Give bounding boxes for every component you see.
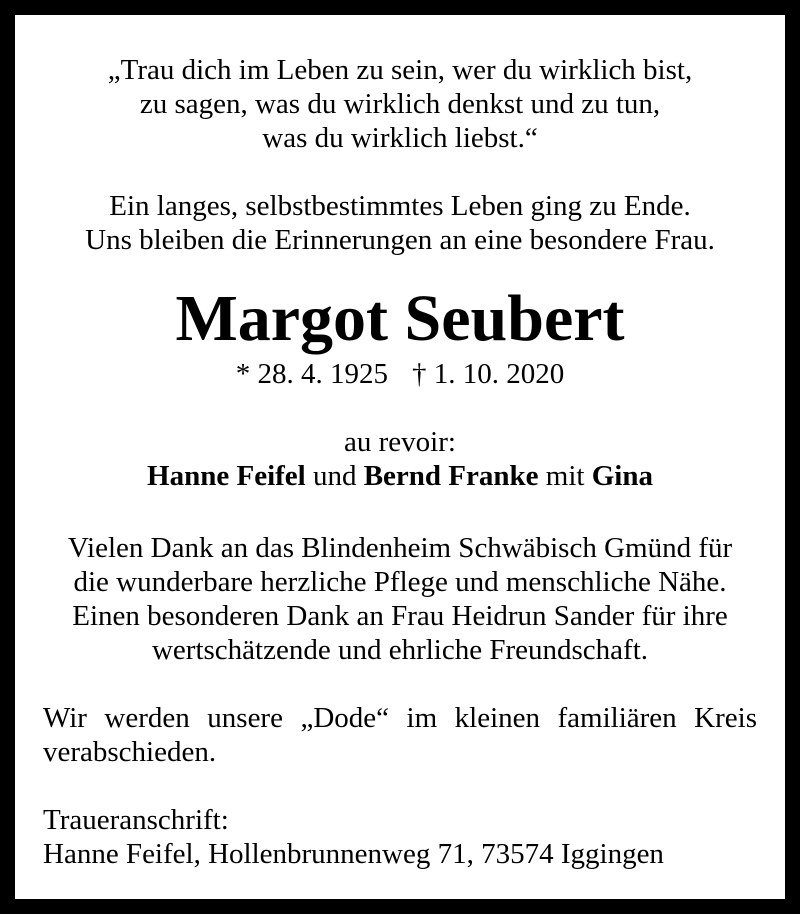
ceremony-text: Wir werden unsere „Dode“ im kleinen familiären Kreis verabschieden. bbox=[43, 702, 757, 768]
address-label: Traueranschrift: bbox=[43, 804, 229, 836]
intro-line-1: Ein langes, selbstbestimmtes Leben ging zu Ende. bbox=[109, 190, 691, 222]
conjunction-with: mit bbox=[545, 460, 585, 492]
farewell-greeting: au revoir: bbox=[344, 426, 456, 458]
thanks-line-3: Einen besonderen Dank an Frau Heidrun Sander für ihre bbox=[72, 600, 728, 632]
birth-date: * 28. 4. 1925 bbox=[235, 358, 388, 390]
deceased-name: Margot Seubert bbox=[175, 282, 625, 355]
mourner-1: Hanne Feifel bbox=[147, 460, 306, 492]
quote-line-3: was du wirklich liebst.“ bbox=[262, 122, 538, 154]
conjunction-and: und bbox=[312, 460, 357, 492]
quote-line-2: zu sagen, was du wirklich denkst und zu tun, bbox=[139, 88, 661, 120]
mourner-3: Gina bbox=[591, 460, 653, 492]
death-date: † 1. 10. 2020 bbox=[412, 358, 565, 390]
address-value: Hanne Feifel, Hollenbrunnenweg 71, 73574 Iggingen bbox=[43, 838, 664, 870]
thanks-line-1: Vielen Dank an das Blindenheim Schwäbisch Gmünd für bbox=[67, 532, 733, 564]
intro-line-2: Uns bleiben die Erinnerungen an eine besondere Frau. bbox=[85, 224, 715, 256]
mourners-line bbox=[15, 459, 785, 493]
life-dates bbox=[15, 357, 785, 391]
thanks-line-4: wertschätzende und ehrliche Freundschaft. bbox=[151, 634, 649, 666]
thanks-line-2: die wunderbare herzliche Pflege und menschliche Nähe. bbox=[73, 566, 727, 598]
obituary-notice bbox=[15, 15, 785, 899]
mourner-2: Bernd Franke bbox=[363, 460, 539, 492]
quote-line-1: „Trau dich im Leben zu sein, wer du wirklich bist, bbox=[107, 54, 693, 86]
